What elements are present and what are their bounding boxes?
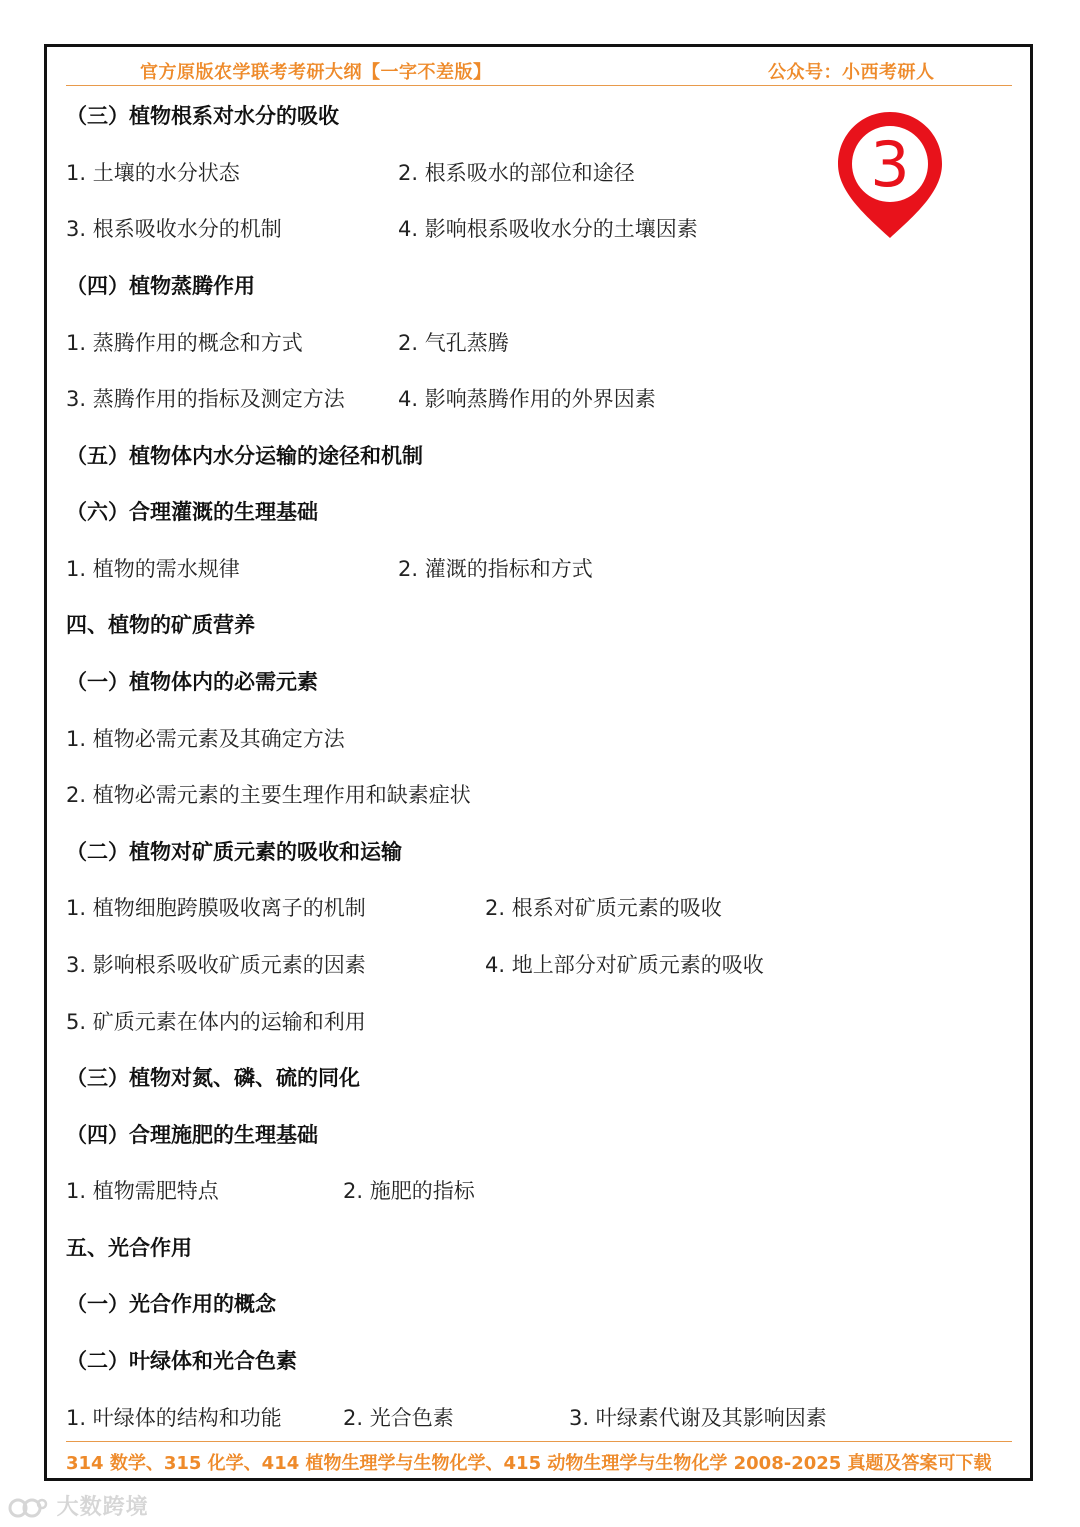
outline-item: 3. 蒸腾作用的指标及测定方法 xyxy=(66,387,345,411)
section-heading: （二）植物对矿质元素的吸收和运输 xyxy=(66,840,402,864)
number-3-pin-icon xyxy=(834,108,946,242)
outline-item: 2. 光合色素 xyxy=(343,1406,454,1430)
section-heading: （三）植物对氮、磷、硫的同化 xyxy=(66,1066,360,1090)
section-heading: （五）植物体内水分运输的途径和机制 xyxy=(66,444,423,468)
section-heading: （三）植物根系对水分的吸收 xyxy=(66,104,339,128)
outline-item: 1. 植物需肥特点 xyxy=(66,1179,219,1203)
chapter-heading: 四、植物的矿质营养 xyxy=(66,613,255,637)
section-heading: （二）叶绿体和光合色素 xyxy=(66,1349,297,1373)
outline-item: 4. 地上部分对矿质元素的吸收 xyxy=(485,953,764,977)
outline-item: 2. 灌溉的指标和方式 xyxy=(398,557,593,581)
outline-item: 1. 蒸腾作用的概念和方式 xyxy=(66,331,303,355)
outline-item: 2. 气孔蒸腾 xyxy=(398,331,509,355)
outline-item: 4. 影响蒸腾作用的外界因素 xyxy=(398,387,656,411)
section-heading: （一）光合作用的概念 xyxy=(66,1292,276,1316)
page-frame xyxy=(44,44,1033,1481)
outline-item: 2. 植物必需元素的主要生理作用和缺素症状 xyxy=(66,783,471,807)
watermark-logo-icon xyxy=(8,1495,48,1521)
header-account: 公众号：小西考研人 xyxy=(768,62,935,83)
section-heading: （六）合理灌溉的生理基础 xyxy=(66,500,318,524)
section-heading: （四）合理施肥的生理基础 xyxy=(66,1123,318,1147)
outline-item: 1. 植物细胞跨膜吸收离子的机制 xyxy=(66,896,366,920)
outline-item: 2. 施肥的指标 xyxy=(343,1179,475,1203)
watermark xyxy=(8,1490,149,1521)
footer-divider xyxy=(66,1441,1012,1442)
header-title: 官方原版农学联考考研大纲【一字不差版】 xyxy=(140,62,492,83)
outline-item: 3. 叶绿素代谢及其影响因素 xyxy=(569,1406,827,1430)
watermark-text: 大数跨境 xyxy=(56,1495,149,1520)
outline-item: 2. 根系吸水的部位和途径 xyxy=(398,161,635,185)
section-heading: （四）植物蒸腾作用 xyxy=(66,274,255,298)
outline-item: 2. 根系对矿质元素的吸收 xyxy=(485,896,722,920)
badge-number: 3 xyxy=(870,128,910,201)
outline-item: 1. 植物的需水规律 xyxy=(66,557,240,581)
section-heading: （一）植物体内的必需元素 xyxy=(66,670,318,694)
header-divider xyxy=(66,85,1012,86)
outline-item: 3. 根系吸收水分的机制 xyxy=(66,217,282,241)
chapter-heading: 五、光合作用 xyxy=(66,1236,192,1260)
outline-item: 5. 矿质元素在体内的运输和利用 xyxy=(66,1010,366,1034)
outline-item: 1. 土壤的水分状态 xyxy=(66,161,240,185)
outline-item: 3. 影响根系吸收矿质元素的因素 xyxy=(66,953,366,977)
outline-item: 1. 植物必需元素及其确定方法 xyxy=(66,727,345,751)
outline-item: 4. 影响根系吸收水分的土壤因素 xyxy=(398,217,698,241)
footer-note: 314 数学、315 化学、414 植物生理学与生物化学、415 动物生理学与生物化学 2008-2025 真题及答案可下载 xyxy=(66,1453,992,1474)
outline-item: 1. 叶绿体的结构和功能 xyxy=(66,1406,282,1430)
